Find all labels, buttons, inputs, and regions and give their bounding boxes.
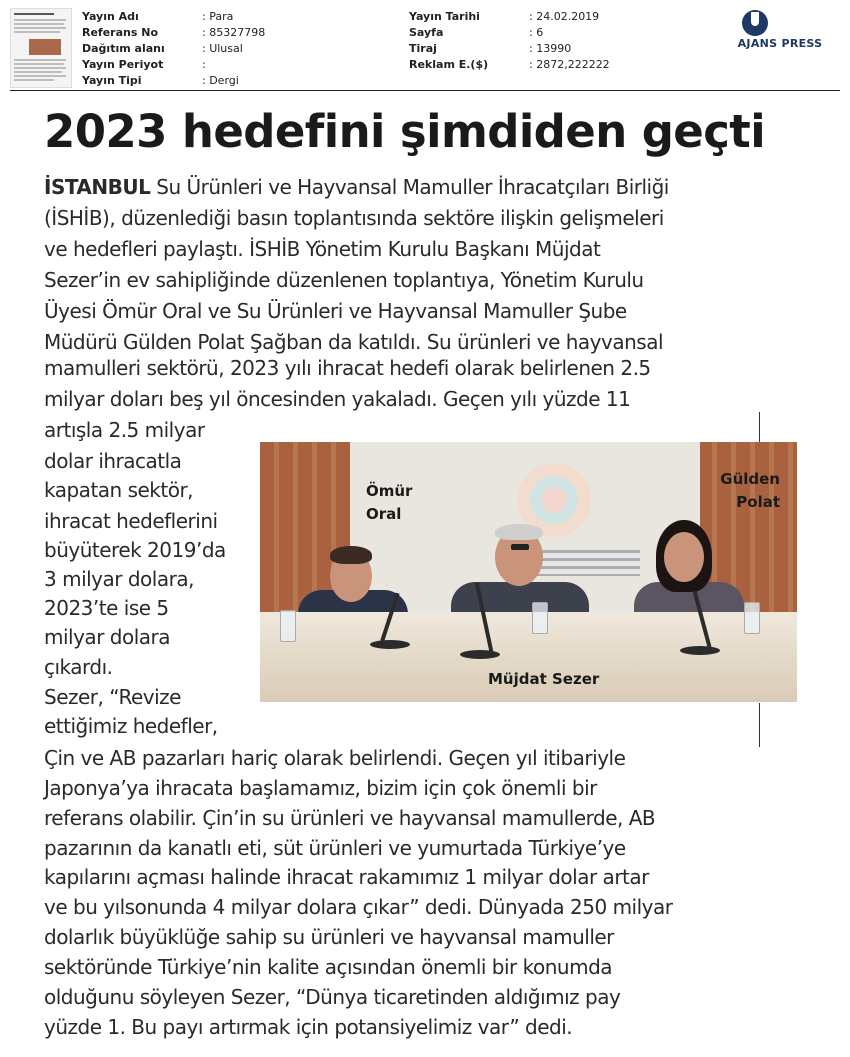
body-line: artışla 2.5 milyar (44, 418, 205, 442)
page-thumbnail (10, 8, 72, 88)
body-line: milyar dolara (44, 625, 170, 649)
meta-value-text: : 24.02.2019 (529, 10, 600, 23)
meta-value (202, 57, 206, 73)
caption-line: Polat (736, 493, 780, 511)
water-glass (532, 602, 548, 634)
meta-label: Referans No (82, 26, 158, 39)
header-divider (10, 90, 840, 91)
body-line: yüzde 1. Bu payı artırmak için potansiyelimiz var” dedi. (44, 1015, 573, 1039)
body-line: ihracat hedeflerini (44, 509, 218, 533)
meta-label: Yayın Tarihi (409, 10, 480, 23)
body-line: dolar ihracatla (44, 449, 182, 473)
meta-row (82, 57, 163, 73)
body-line: Japonya’ya ihracata başlamamız, bizim için çok önemli bir (44, 776, 597, 800)
meta-label: Tiraj (409, 42, 437, 55)
body-line: 2023’te ise 5 (44, 596, 169, 620)
meta-value-text: : 6 (529, 26, 544, 39)
meta-value (202, 9, 233, 25)
body-line-text: Su Ürünleri ve Hayvansal Mamuller İhracatçıları Birliği (150, 175, 669, 199)
meta-label: Yayın Tipi (82, 74, 142, 87)
body-line: milyar doları beş yıl öncesinden yakaladı. Geçen yılı yüzde 11 (44, 387, 631, 411)
body-line: pazarının da kanatlı eti, süt ürünleri ve yumurtada Türkiye’ye (44, 836, 626, 860)
logo-text: AJANS PRESS (737, 37, 823, 50)
meta-value-text: : 13990 (529, 42, 572, 55)
caption-line: Gülden (720, 470, 780, 488)
meta-value (202, 25, 265, 41)
body-line: çıkardı. (44, 655, 113, 679)
meta-row (82, 25, 158, 41)
body-line: 3 milyar dolara, (44, 567, 194, 591)
meta-row (409, 25, 443, 41)
body-line (44, 172, 669, 202)
body-line: ettiğimiz hedefler, (44, 714, 218, 738)
microphone-base (370, 640, 410, 649)
meta-value (202, 41, 243, 57)
caption-mujdat-sezer: Müjdat Sezer (488, 670, 600, 688)
press-conference-photo (260, 442, 797, 702)
water-glass (280, 610, 296, 642)
caption-gulden-polat (590, 468, 780, 514)
meta-row (409, 9, 480, 25)
body-line: Müdürü Gülden Polat Şağban da katıldı. Su ürünleri ve hayvansal (44, 330, 664, 354)
caption-line: Oral (366, 505, 402, 523)
meta-row (82, 9, 139, 25)
body-line: Üyesi Ömür Oral ve Su Ürünleri ve Hayvansal Mamuller Şube (44, 299, 627, 323)
article-headline: 2023 hedefini şimdiden geçti (44, 105, 766, 158)
water-glass (744, 602, 760, 634)
microphone-base (460, 650, 500, 659)
body-line: Çin ve AB pazarları hariç olarak belirlendi. Geçen yıl itibariyle (44, 746, 626, 770)
column-rule (759, 412, 760, 442)
body-line: dolarlık büyüklüğe sahip su ürünleri ve hayvansal mamuller (44, 925, 614, 949)
ajans-press-logo-icon (742, 10, 768, 36)
body-line: (İSHİB), düzenlediği basın toplantısında sektöre ilişkin gelişmeleri (44, 206, 664, 230)
meta-value-text: : Dergi (202, 74, 239, 87)
body-line: olduğunu söyleyen Sezer, “Dünya ticaretinden aldığımız pay (44, 985, 621, 1009)
body-line: referans olabilir. Çin’in su ürünleri ve hayvansal mamullerde, AB (44, 806, 656, 830)
body-line: kapılarını açması halinde ihracat rakamımız 1 milyar dolar artar (44, 865, 649, 889)
meta-value (529, 25, 543, 41)
body-line: kapatan sektör, (44, 478, 194, 502)
meta-value (529, 57, 610, 73)
body-line: sektöründe Türkiye’nin kalite açısından önemli bir konumda (44, 955, 613, 979)
meta-label: Yayın Adı (82, 10, 139, 23)
meta-label: Dağıtım alanı (82, 42, 165, 55)
meta-row (82, 41, 165, 57)
caption-omur-oral (366, 480, 412, 526)
meta-label: Yayın Periyot (82, 58, 164, 71)
body-line: ve hedefleri paylaştı. İSHİB Yönetim Kurulu Başkanı Müjdat (44, 237, 601, 261)
body-line: Sezer’in ev sahipliğinde düzenlenen toplantıya, Yönetim Kurulu (44, 268, 644, 292)
meta-row (409, 41, 437, 57)
microphone-base (680, 646, 720, 655)
meta-value-text: : 85327798 (202, 26, 266, 39)
meta-row (82, 73, 142, 89)
meta-row (409, 57, 488, 73)
body-line: büyüterek 2019’da (44, 538, 226, 562)
meta-value-text: : 2872,222222 (529, 58, 610, 71)
dateline: İSTANBUL (44, 175, 151, 199)
meta-value (529, 9, 599, 25)
meta-label: Reklam E.($) (409, 58, 489, 71)
meta-value (529, 41, 571, 57)
column-rule (759, 703, 760, 747)
body-line: mamulleri sektörü, 2023 yılı ihracat hedefi olarak belirlenen 2.5 (44, 356, 651, 380)
meta-value-text: : Ulusal (202, 42, 243, 55)
meta-value-text: : (202, 58, 206, 71)
body-line: Sezer, “Revize (44, 685, 181, 709)
meta-value (202, 73, 239, 89)
meta-value-text: : Para (202, 10, 234, 23)
body-line: ve bu yılsonunda 4 milyar dolara çıkar” dedi. Dünyada 250 milyar (44, 895, 673, 919)
caption-line: Ömür (366, 482, 413, 500)
meta-label: Sayfa (409, 26, 444, 39)
